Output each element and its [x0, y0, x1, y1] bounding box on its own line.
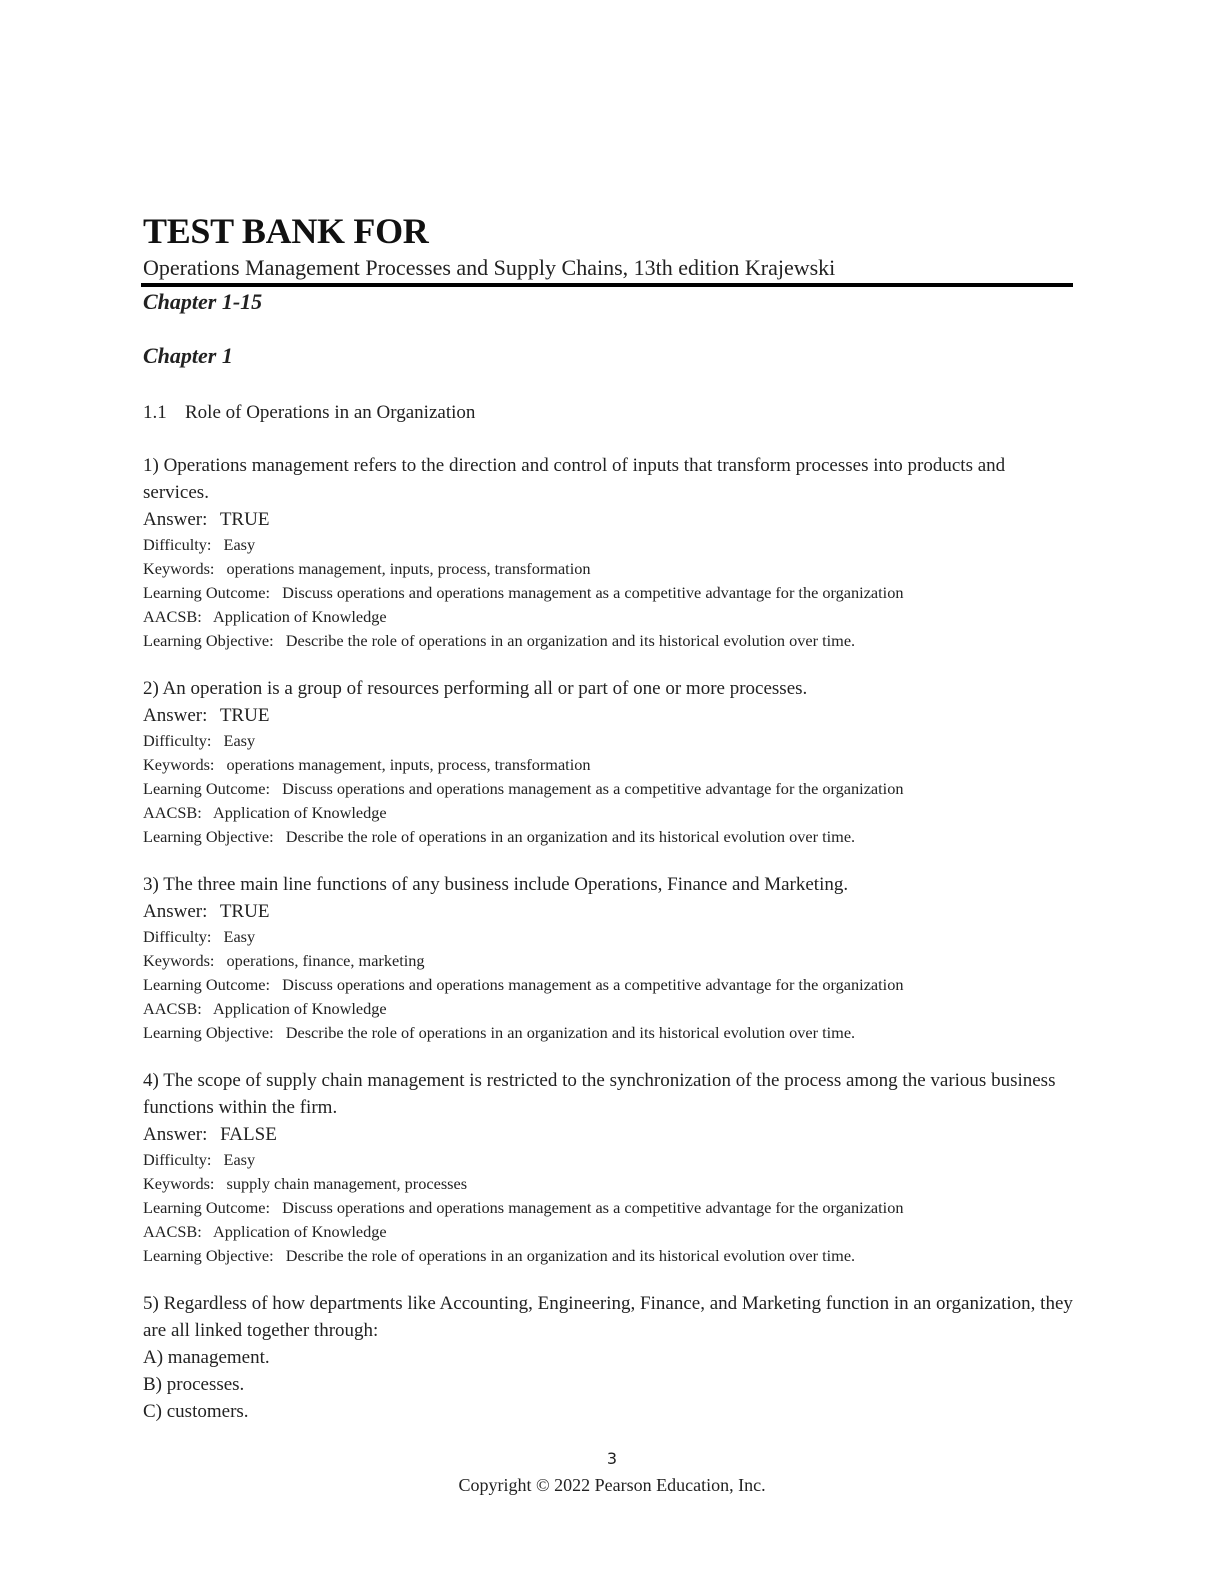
aacsb-line	[143, 801, 1073, 825]
learning-objective-label: Learning Objective:	[143, 1023, 274, 1042]
answer-label: Answer:	[143, 509, 208, 530]
question-text: 3) The three main line functions of any business include Operations, Finance and Marketing.	[143, 874, 849, 895]
difficulty-value: Easy	[223, 731, 256, 750]
aacsb-label: AACSB:	[143, 1222, 202, 1241]
chapter-heading: Chapter 1	[143, 343, 233, 368]
learning-outcome-label: Learning Outcome:	[143, 1198, 271, 1217]
learning-outcome-value: Discuss operations and operations management as a competitive advantage for the organization	[282, 583, 904, 602]
learning-outcome-value: Discuss operations and operations management as a competitive advantage for the organization	[282, 1198, 904, 1217]
learning-outcome-label: Learning Outcome:	[143, 779, 271, 798]
document-title: TEST BANK FOR	[143, 211, 429, 251]
difficulty-value: Easy	[223, 1150, 256, 1169]
difficulty-line	[143, 1148, 1073, 1172]
aacsb-line	[143, 1220, 1073, 1244]
answer-label: Answer:	[143, 705, 208, 726]
learning-objective-line	[143, 629, 1073, 653]
aacsb-label: AACSB:	[143, 803, 202, 822]
title-divider	[141, 283, 1073, 287]
chapter-range: Chapter 1-15	[143, 289, 263, 314]
learning-objective-value: Describe the role of operations in an organization and its historical evolution over time.	[285, 631, 856, 650]
answer-value: TRUE	[219, 705, 270, 726]
learning-outcome-value: Discuss operations and operations management as a competitive advantage for the organization	[282, 975, 904, 994]
keywords-value: operations, finance, marketing	[226, 951, 425, 970]
section-heading	[143, 400, 475, 426]
learning-objective-value: Describe the role of operations in an organization and its historical evolution over time.	[285, 1246, 856, 1265]
difficulty-line	[143, 925, 1073, 949]
learning-objective-label: Learning Objective:	[143, 631, 274, 650]
learning-outcome-line	[143, 777, 1073, 801]
question-item	[143, 871, 1073, 1045]
learning-objective-label: Learning Objective:	[143, 1246, 274, 1265]
aacsb-value: Application of Knowledge	[213, 1222, 387, 1241]
page-number: 3	[606, 1449, 618, 1468]
difficulty-line	[143, 533, 1073, 557]
keywords-line	[143, 949, 1073, 973]
keywords-label: Keywords:	[143, 559, 215, 578]
learning-outcome-line	[143, 973, 1073, 997]
question-text: 5) Regardless of how departments like Accounting, Engineering, Finance, and Marketing function in an organization, they are all linked together through:	[143, 1293, 1073, 1341]
answer-line	[143, 898, 1073, 925]
learning-outcome-value: Discuss operations and operations management as a competitive advantage for the organization	[282, 779, 904, 798]
keywords-value: operations management, inputs, process, transformation	[226, 755, 591, 774]
question-item	[143, 1067, 1073, 1268]
aacsb-line	[143, 997, 1073, 1021]
difficulty-label: Difficulty:	[143, 731, 212, 750]
difficulty-label: Difficulty:	[143, 535, 212, 554]
learning-objective-value: Describe the role of operations in an organization and its historical evolution over time.	[285, 1023, 856, 1042]
book-subtitle: Operations Management Processes and Supply Chains, 13th edition Krajewski	[143, 255, 836, 280]
learning-objective-line	[143, 1244, 1073, 1268]
choice-a: A) management.	[143, 1347, 270, 1368]
question-list	[143, 452, 1073, 1447]
question-text: 4) The scope of supply chain management is restricted to the synchronization of the process among the various business functions within the firm.	[143, 1070, 1056, 1118]
section-title: Role of Operations in an Organization	[185, 402, 476, 423]
difficulty-line	[143, 729, 1073, 753]
learning-objective-line	[143, 1021, 1073, 1045]
answer-label: Answer:	[143, 901, 208, 922]
learning-objective-label: Learning Objective:	[143, 827, 274, 846]
copyright-notice: Copyright © 2022 Pearson Education, Inc.	[458, 1475, 766, 1495]
question-item	[143, 452, 1073, 653]
answer-value: TRUE	[219, 901, 270, 922]
keywords-value: supply chain management, processes	[226, 1174, 468, 1193]
section-number: 1.1	[143, 402, 167, 423]
aacsb-line	[143, 605, 1073, 629]
keywords-label: Keywords:	[143, 951, 215, 970]
keywords-line	[143, 557, 1073, 581]
aacsb-value: Application of Knowledge	[213, 607, 387, 626]
learning-objective-value: Describe the role of operations in an organization and its historical evolution over time.	[285, 827, 856, 846]
difficulty-label: Difficulty:	[143, 927, 212, 946]
aacsb-value: Application of Knowledge	[213, 999, 387, 1018]
question-text: 1) Operations management refers to the direction and control of inputs that transform processes into products and services.	[143, 455, 1006, 503]
keywords-line	[143, 1172, 1073, 1196]
answer-line	[143, 506, 1073, 533]
answer-value: FALSE	[220, 1124, 277, 1145]
question-item	[143, 1290, 1073, 1425]
answer-line	[143, 1121, 1073, 1148]
question-item	[143, 675, 1073, 849]
question-text: 2) An operation is a group of resources performing all or part of one or more processes.	[143, 678, 808, 699]
keywords-line	[143, 753, 1073, 777]
answer-label: Answer:	[143, 1124, 208, 1145]
learning-outcome-line	[143, 581, 1073, 605]
learning-outcome-label: Learning Outcome:	[143, 583, 271, 602]
keywords-value: operations management, inputs, process, transformation	[226, 559, 591, 578]
aacsb-value: Application of Knowledge	[213, 803, 387, 822]
answer-value: TRUE	[219, 509, 270, 530]
learning-objective-line	[143, 825, 1073, 849]
learning-outcome-line	[143, 1196, 1073, 1220]
choice-b: B) processes.	[143, 1374, 245, 1395]
choice-c: C) customers.	[143, 1401, 249, 1422]
difficulty-value: Easy	[223, 927, 256, 946]
difficulty-label: Difficulty:	[143, 1150, 212, 1169]
difficulty-value: Easy	[223, 535, 256, 554]
answer-line	[143, 702, 1073, 729]
learning-outcome-label: Learning Outcome:	[143, 975, 271, 994]
keywords-label: Keywords:	[143, 755, 215, 774]
aacsb-label: AACSB:	[143, 607, 202, 626]
aacsb-label: AACSB:	[143, 999, 202, 1018]
keywords-label: Keywords:	[143, 1174, 215, 1193]
